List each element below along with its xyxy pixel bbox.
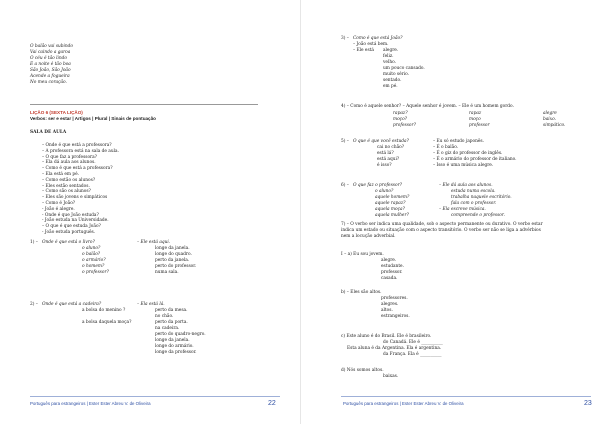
dialogue-line: – O que faz a professora? [42, 154, 97, 160]
exercise-answer-item: feliz. [383, 54, 394, 59]
exercise-number: 3) – [341, 36, 349, 41]
exercise-answer-item: fala com o professor. [451, 201, 497, 206]
page-number: 23 [584, 400, 592, 407]
page-footer: Português para estrangeiros | Ester Ester Abreu V. de Oliveira [30, 401, 151, 406]
dialogue-line: – O que é que estuda João? [42, 224, 101, 230]
exercise-answer-item: numa sala. [155, 270, 179, 275]
exercise-answer-item: na cadeira. [155, 326, 180, 331]
section-i-b-item: professores. [381, 296, 408, 301]
section-divider [30, 104, 258, 105]
exercise-answer-item: em pé. [383, 84, 398, 89]
exercise-question: Como é que está João? [353, 36, 403, 41]
exercise-answer-item: – Isso é uma música alegre. [433, 163, 494, 168]
page-footer: Português para estrangeiros | Ester Ester Abreu V. de Oliveira [343, 401, 464, 406]
section-i-a: I – a) Eu sou jovem. [341, 252, 384, 257]
footer-rule [30, 396, 280, 397]
explanation-line: 7) – O verbo ser indica uma qualidade, sob o aspecto permanente ou durativo. O verbo estar [341, 222, 543, 227]
section-i-a-item: casada. [381, 276, 398, 281]
section-i-c: Esta aluna é da Argentina. Ela é argentina. [347, 346, 442, 351]
exercise-answer-item: perto da janela. [155, 258, 190, 263]
right-page [300, 0, 600, 424]
exercise-answer-item: perto da porta. [155, 320, 188, 325]
exercise-question-item: cai no chão? [377, 145, 405, 150]
poem-line: Acende a fogueira [30, 74, 70, 79]
dialogue-line: - João estuda português. [42, 230, 96, 235]
exercise-answer-item: longe da janela. [155, 338, 190, 343]
exercise-answer-item: sentado. [383, 78, 402, 83]
exercise-number: 1) – [30, 240, 38, 245]
exercise-question-item: a bolsa do menino ? [82, 308, 126, 313]
exercise-question-item: está lá? [377, 151, 394, 156]
section-i-d: baixas. [383, 374, 399, 379]
dialogue-line: – Ela está em pé. [42, 172, 79, 177]
dialogue-line: – Eles estão sentados. [42, 183, 90, 189]
dialogue-line: - João é alegre. [42, 206, 75, 212]
exercise-answer-item: alegre [543, 111, 557, 116]
section-i-a-item: estudante. [381, 264, 404, 269]
section-i-c: c) Este aluno é do Brasil. Ele é brasileiro. [341, 334, 432, 339]
dialogue-line: – Como é João? [42, 201, 76, 206]
footer-rule [341, 396, 591, 397]
exercise-question-item: o armário? [82, 258, 106, 263]
exercise-question-item: o balão? [82, 252, 101, 257]
exercise-answer-item: muito sério. [383, 72, 409, 77]
section-i-c: da França. Ela é __________ [383, 352, 442, 357]
exercise-question: O que faz o professor? [353, 183, 402, 188]
section-i-a-item: professor. [381, 270, 403, 275]
exercise-question-item: o homem? [82, 264, 105, 269]
exercise-question-item: está aqui? [377, 157, 400, 162]
exercise-question-item: moço? [393, 117, 407, 122]
section-i-b-item: altos. [381, 308, 393, 313]
dialogue-line: – A professora está na sala de aula. [42, 148, 119, 154]
exercise-answer: – Ele dá aula aos alunos. [439, 183, 493, 188]
exercise-line: 4) – Como é aquele senhor? – Aquele senhor é jovem. – Ele é um homem gordo. [341, 104, 514, 109]
exercise-question-item: aquele rapaz? [375, 201, 406, 206]
exercise-question-item: o aluno? [375, 189, 394, 194]
section-i-b-item: estrangeiros. [381, 314, 410, 319]
exercise-number: 5) – [341, 139, 349, 144]
exercise-question-item: professor? [393, 123, 416, 128]
dialogue-line: – Como são os alunos? [42, 189, 91, 195]
explanation-line: indica um estado ou situação com o aspecto transitório. O verbo ser não se liga a advérbios [341, 228, 541, 233]
exercise-question-item: é isso? [377, 163, 392, 168]
poem-line: O céu é tão lindo [30, 56, 67, 61]
exercise-answer-item: longe do armário. [155, 344, 194, 349]
exercise-answer-item: longe da professor. [155, 350, 197, 355]
exercise-question-item: o professor? [82, 270, 109, 275]
explanation-line: nem a locução adverbial. [341, 234, 396, 239]
exercise-answer: – Ela está lá. [137, 302, 165, 307]
exercise-answer-item: longe da janela. [155, 246, 190, 251]
exercise-answer-item: um pouco cansado. [383, 66, 425, 71]
poem-line: O balão vai subindo [30, 44, 74, 49]
poem-line: São João, São João [30, 68, 71, 73]
section-i-c: do Canadá. Ele é __________ [383, 340, 443, 345]
exercise-answer: – Ele está [353, 48, 374, 53]
exercise-answer-item: simpático. [543, 123, 566, 128]
section-i-b-item: alegres. [381, 302, 399, 307]
exercise-question-item: a bolsa daquela moça? [82, 320, 132, 325]
poem-line: E a noite é tão boa [30, 62, 71, 67]
exercise-answer: – João está bem. [353, 42, 389, 47]
exercise-answer-item: baixo. [543, 117, 556, 122]
exercise-answer-item: alegre. [383, 48, 399, 53]
exercise-question-item: rapaz? [393, 111, 408, 116]
exercise-answer-item: perto do quadro-negro. [155, 332, 206, 337]
section-i-b: b) – Eles são altos. [341, 290, 382, 295]
exercise-question-item: o aluno? [82, 246, 101, 251]
exercise-number: 2) – [30, 302, 38, 307]
exercise-question: O que é que você estuda? [353, 139, 409, 144]
exercise-answer-item: – Eu só estudo japonês. [433, 139, 485, 144]
exercise-answer-item: trabalha naquele escritório. [451, 195, 512, 200]
exercise-number: 6) – [341, 183, 349, 188]
exercise-answer-item: longe do quadro. [155, 252, 192, 257]
section-heading: SALA DE AULA [30, 130, 67, 135]
lesson-title: LIÇÃO 6 (SEXTA LIÇÃO) [30, 110, 83, 115]
section-i-a-item: alegre. [381, 258, 397, 263]
exercise-question: Onde é que está a cadeira? [42, 302, 102, 307]
exercise-answer: – Ele está aqui. [137, 240, 171, 245]
lesson-subtitle: Verbos: ser e estar | Artigos | Plural | Sinais de pontuação [30, 116, 156, 121]
exercise-answer-item: – É o armário do professor de italiano. [433, 157, 517, 162]
exercise-answer-item: professor [469, 123, 490, 128]
poem-line: No meu coração. [30, 80, 67, 85]
exercise-answer-item: perto do professor. [155, 264, 197, 269]
dialogue-line: - João estuda na Universidade. [42, 218, 109, 224]
page-number: 22 [268, 400, 276, 407]
exercise-answer-item: rapaz [469, 111, 482, 116]
dialogue-line: – Ela dá aula aos alunos. [42, 160, 96, 166]
exercise-answer-item: perto da mesa. [155, 308, 188, 313]
exercise-answer-item: moço [469, 117, 481, 122]
exercise-answer-item: no chão. [155, 314, 174, 319]
exercise-answer-item: velho. [383, 60, 396, 65]
dialogue-line: – Eles são jovens e simpáticos [42, 195, 108, 201]
exercise-question: Onde é que está o livro? [42, 240, 95, 245]
dialogue-line: – Como é que está a professora? [42, 166, 113, 172]
exercise-answer: – Ela escreve música. [439, 207, 486, 212]
exercise-question-item: aquele homem? [375, 195, 410, 200]
exercise-answer-item: estuda numa escola. [451, 189, 496, 194]
exercise-answer-item: – É o balão. [433, 145, 459, 150]
section-i-d: d) Nós somos altos. [341, 368, 384, 373]
dialogue-line: - Onde é que João estuda? [42, 212, 99, 218]
exercise-question-item: aquela moça? [375, 207, 405, 212]
dialogue-line: – Como estão os alunos? [42, 177, 96, 183]
exercise-answer-item: – É o giz do professor de inglês. [433, 151, 503, 156]
exercise-answer-item: compreende o professor. [451, 213, 505, 218]
poem-line: Vai caindo a garoa [30, 50, 71, 55]
dialogue-line: – Onde é que está a professora? [42, 143, 112, 148]
exercise-question-item: aquela mulher? [375, 213, 409, 218]
